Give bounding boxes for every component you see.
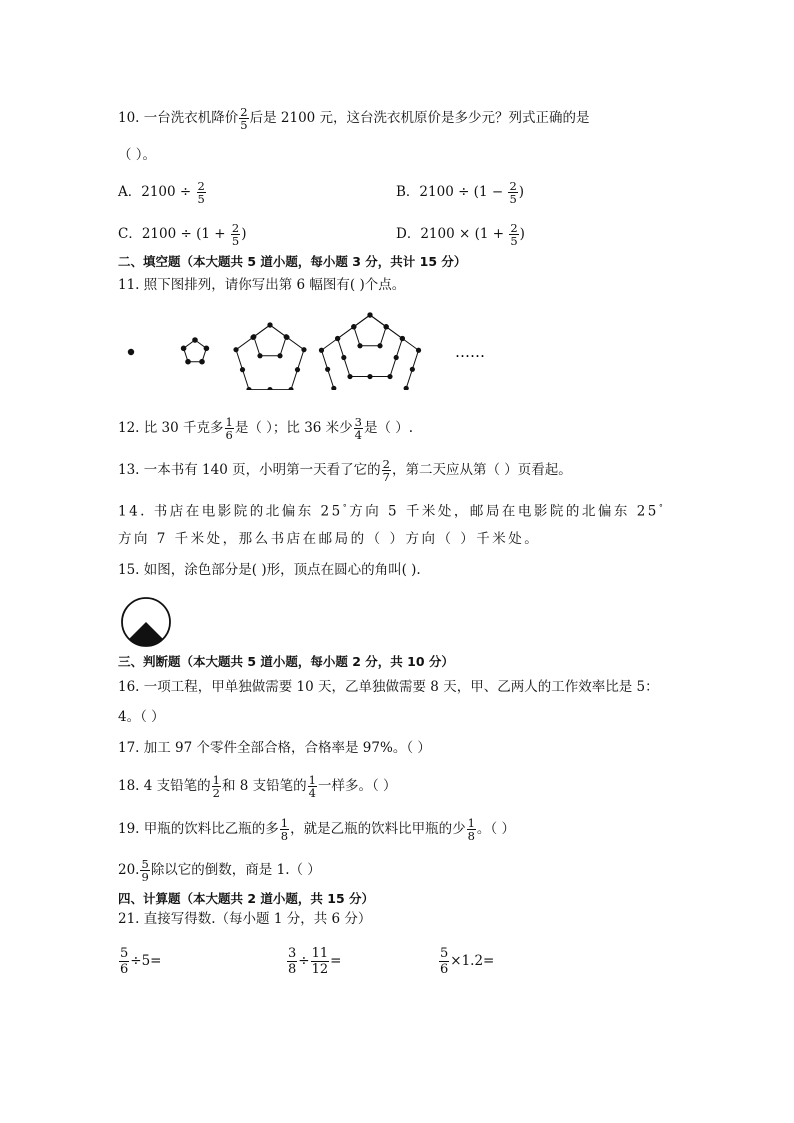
frac-denominator: 5 bbox=[231, 234, 240, 248]
option-expr-tail: ) bbox=[518, 184, 525, 200]
dot bbox=[267, 322, 272, 327]
q12-text-b: 是（ ）；比 36 米少 bbox=[234, 420, 353, 436]
frac-numerator: 3 bbox=[354, 415, 362, 429]
q10-text-b: 后是 2100 元，这台洗衣机原价是多少元？列式正确的是 bbox=[249, 110, 590, 126]
frac-denominator: 9 bbox=[141, 870, 149, 884]
q20-number: 20. bbox=[118, 862, 140, 878]
pentagon-outline bbox=[236, 325, 304, 390]
frac-denominator: 4 bbox=[354, 428, 362, 442]
q20-line bbox=[118, 858, 321, 883]
q13-text-a: 13. 一本书有 140 页，小明第一天看了它的 bbox=[118, 462, 381, 478]
figure-2-pentagon bbox=[181, 337, 209, 364]
q18-line bbox=[118, 774, 397, 799]
q18-fraction-1 bbox=[212, 774, 221, 799]
q19-text-a: 19. 甲瓶的饮料比乙瓶的多 bbox=[118, 821, 279, 837]
q15-text: 15. 如图，涂色部分是( )形，顶点在圆心的角叫( ). bbox=[118, 562, 421, 578]
dot bbox=[301, 347, 306, 352]
option-fraction bbox=[197, 180, 206, 205]
q10-option-c bbox=[118, 222, 246, 247]
dot bbox=[325, 367, 330, 372]
dot bbox=[233, 347, 238, 352]
frac-numerator: 1 bbox=[467, 816, 475, 830]
q11-ellipsis: …… bbox=[455, 343, 485, 361]
item-operator: ÷ bbox=[298, 953, 310, 969]
frac-denominator: 5 bbox=[510, 234, 518, 248]
option-expr-tail: ) bbox=[241, 226, 247, 242]
frac-denominator: 8 bbox=[467, 829, 475, 843]
frac-denominator: 6 bbox=[120, 962, 129, 977]
q18-text-a: 18. 4 支铅笔的 bbox=[118, 778, 211, 794]
option-label: A． bbox=[118, 184, 142, 200]
frac-numerator: 3 bbox=[288, 946, 297, 961]
option-fraction bbox=[509, 222, 518, 247]
q18-fraction-2 bbox=[308, 774, 317, 799]
option-expr-tail: ) bbox=[519, 226, 525, 242]
dot bbox=[377, 343, 382, 348]
q19-fraction-1 bbox=[280, 817, 289, 842]
frac-numerator: 5 bbox=[440, 946, 449, 961]
q21-text: 21. 直接写得数.（每小题 1 分，共 6 分） bbox=[118, 911, 372, 927]
option-fraction bbox=[508, 180, 517, 205]
q10-option-d bbox=[396, 222, 525, 247]
frac-numerator: 2 bbox=[197, 179, 205, 193]
q11-dot-pattern-figure bbox=[110, 310, 530, 390]
item-fraction bbox=[287, 946, 297, 977]
q11-text: 11. 照下图排列，请你写出第 6 幅图有( )个点。 bbox=[118, 277, 406, 293]
dot bbox=[410, 367, 415, 372]
q12-line bbox=[118, 416, 413, 441]
q15-circle-sector-figure bbox=[118, 594, 174, 650]
pentagon-outline bbox=[354, 315, 386, 346]
q18-text-b: 和 8 支铅笔的 bbox=[221, 778, 307, 794]
dot bbox=[331, 386, 336, 390]
figure-3-pentagons bbox=[233, 322, 306, 390]
q16-line-1: 16. 一项工程，甲单独做需要 10 天，乙单独做需要 8 天，甲、乙两人的工作效率比是 5： bbox=[118, 679, 659, 695]
item-fraction-2 bbox=[311, 946, 330, 977]
q19-text-c: 。（ ） bbox=[476, 821, 515, 837]
q10-line bbox=[118, 106, 590, 131]
q10-option-a bbox=[118, 180, 207, 205]
frac-denominator: 5 bbox=[197, 192, 205, 206]
q14-text-b: 方向 5 千米处，邮局在电影院的北偏东 25 bbox=[349, 503, 659, 520]
frac-numerator: 5 bbox=[141, 857, 149, 871]
q12-text-c: 是（ ）. bbox=[364, 420, 414, 436]
q12-fraction-1 bbox=[225, 416, 234, 441]
q10-fraction bbox=[239, 106, 248, 131]
q21-item-3 bbox=[438, 946, 494, 977]
q14-line-1 bbox=[118, 499, 665, 521]
frac-denominator: 5 bbox=[240, 118, 248, 132]
q16-line-2: 4。（ ） bbox=[118, 709, 165, 725]
figure-4-pentagons bbox=[319, 312, 421, 390]
dot bbox=[347, 374, 352, 379]
frac-numerator: 2 bbox=[510, 221, 518, 235]
option-expr: 2100 ÷ (1 + bbox=[141, 226, 230, 242]
section-3-heading: 三、判断题（本大题共 5 道小题，每小题 2 分，共 10 分） bbox=[118, 654, 454, 669]
frac-denominator: 8 bbox=[288, 962, 297, 977]
option-expr: 2100 × (1 + bbox=[420, 226, 509, 242]
dot bbox=[387, 374, 392, 379]
dot bbox=[335, 336, 340, 341]
frac-numerator: 1 bbox=[225, 415, 233, 429]
dot bbox=[351, 324, 356, 329]
dot bbox=[284, 335, 289, 340]
frac-denominator: 12 bbox=[311, 962, 329, 977]
frac-denominator: 2 bbox=[212, 786, 220, 800]
dot bbox=[240, 367, 245, 372]
frac-numerator: 11 bbox=[311, 946, 329, 961]
q10-number: 10. bbox=[118, 110, 140, 126]
dot bbox=[341, 355, 346, 360]
item-equals: = bbox=[330, 953, 342, 969]
dot bbox=[404, 386, 409, 390]
dot bbox=[367, 312, 372, 317]
section-2-heading: 二、填空题（本大题共 5 道小题，每小题 3 分，共计 15 分） bbox=[118, 254, 467, 269]
frac-numerator: 2 bbox=[509, 179, 517, 193]
option-label: B． bbox=[396, 184, 420, 200]
dot bbox=[295, 367, 300, 372]
q21-item-1 bbox=[118, 946, 162, 977]
q10-answer-paren: （ ）。 bbox=[118, 147, 157, 163]
frac-denominator: 6 bbox=[440, 962, 449, 977]
dot bbox=[250, 335, 255, 340]
q17-text: 17. 加工 97 个零件全部合格，合格率是 97%。（ ） bbox=[118, 740, 431, 756]
item-fraction bbox=[119, 946, 129, 977]
q14-line-2: 方向 7 千米处，那么书店在邮局的（ ）方向（ ）千米处。 bbox=[118, 531, 541, 547]
frac-numerator: 2 bbox=[382, 457, 390, 471]
q19-text-b: ，就是乙瓶的饮料比甲瓶的少 bbox=[290, 821, 466, 837]
frac-denominator: 5 bbox=[509, 192, 517, 206]
degree-symbol: ° bbox=[658, 503, 666, 512]
q10-option-b bbox=[396, 180, 524, 205]
q21-item-2 bbox=[286, 946, 341, 977]
q20-fraction bbox=[140, 858, 149, 883]
dot bbox=[288, 387, 293, 390]
dot bbox=[277, 353, 282, 358]
dot bbox=[400, 336, 405, 341]
q10-text-a: 一台洗衣机降价 bbox=[143, 110, 239, 126]
q13-text-b: ，第二天应从第（ ）页看起。 bbox=[391, 462, 572, 478]
option-label: C． bbox=[118, 226, 142, 242]
q20-text-b: 除以它的倒数，商是 1.（ ） bbox=[150, 862, 321, 878]
frac-denominator: 8 bbox=[280, 829, 289, 843]
frac-numerator: 1 bbox=[280, 816, 289, 830]
option-expr: 2100 ÷ bbox=[141, 184, 196, 200]
dot bbox=[267, 387, 272, 390]
item-fraction bbox=[439, 946, 449, 977]
dot bbox=[319, 348, 324, 353]
frac-numerator: 2 bbox=[231, 221, 240, 235]
item-expression: ÷5= bbox=[130, 953, 162, 969]
option-expr: 2100 ÷ (1 − bbox=[419, 184, 508, 200]
frac-numerator: 1 bbox=[212, 773, 220, 787]
dot bbox=[246, 387, 251, 390]
frac-numerator: 5 bbox=[120, 946, 129, 961]
q19-line bbox=[118, 817, 515, 842]
frac-numerator: 1 bbox=[308, 773, 316, 787]
section-4-heading: 四、计算题（本大题共 2 道小题，共 15 分） bbox=[118, 891, 375, 906]
option-label: D． bbox=[396, 226, 421, 242]
frac-denominator: 4 bbox=[308, 786, 316, 800]
q12-fraction-2 bbox=[354, 416, 363, 441]
frac-denominator: 6 bbox=[225, 428, 233, 442]
dot bbox=[384, 324, 389, 329]
item-expression: ×1.2= bbox=[450, 953, 495, 969]
dot bbox=[416, 348, 421, 353]
pentagon-outline bbox=[254, 325, 286, 356]
figure-1-dot bbox=[128, 349, 134, 355]
option-fraction bbox=[231, 222, 240, 247]
q19-fraction-2 bbox=[467, 817, 476, 842]
dot bbox=[394, 355, 399, 360]
dot bbox=[257, 353, 262, 358]
q14-text-a: 14. 书店在电影院的北偏东 25 bbox=[118, 503, 343, 520]
dot bbox=[367, 374, 372, 379]
q18-text-c: 一样多。（ ） bbox=[317, 778, 397, 794]
frac-denominator: 7 bbox=[382, 470, 390, 484]
frac-numerator: 2 bbox=[240, 105, 248, 119]
q13-fraction bbox=[382, 458, 391, 483]
q13-line bbox=[118, 458, 572, 483]
dot bbox=[357, 343, 362, 348]
degree-symbol: ° bbox=[342, 503, 350, 512]
q12-text-a: 12. 比 30 千克多 bbox=[118, 420, 224, 436]
